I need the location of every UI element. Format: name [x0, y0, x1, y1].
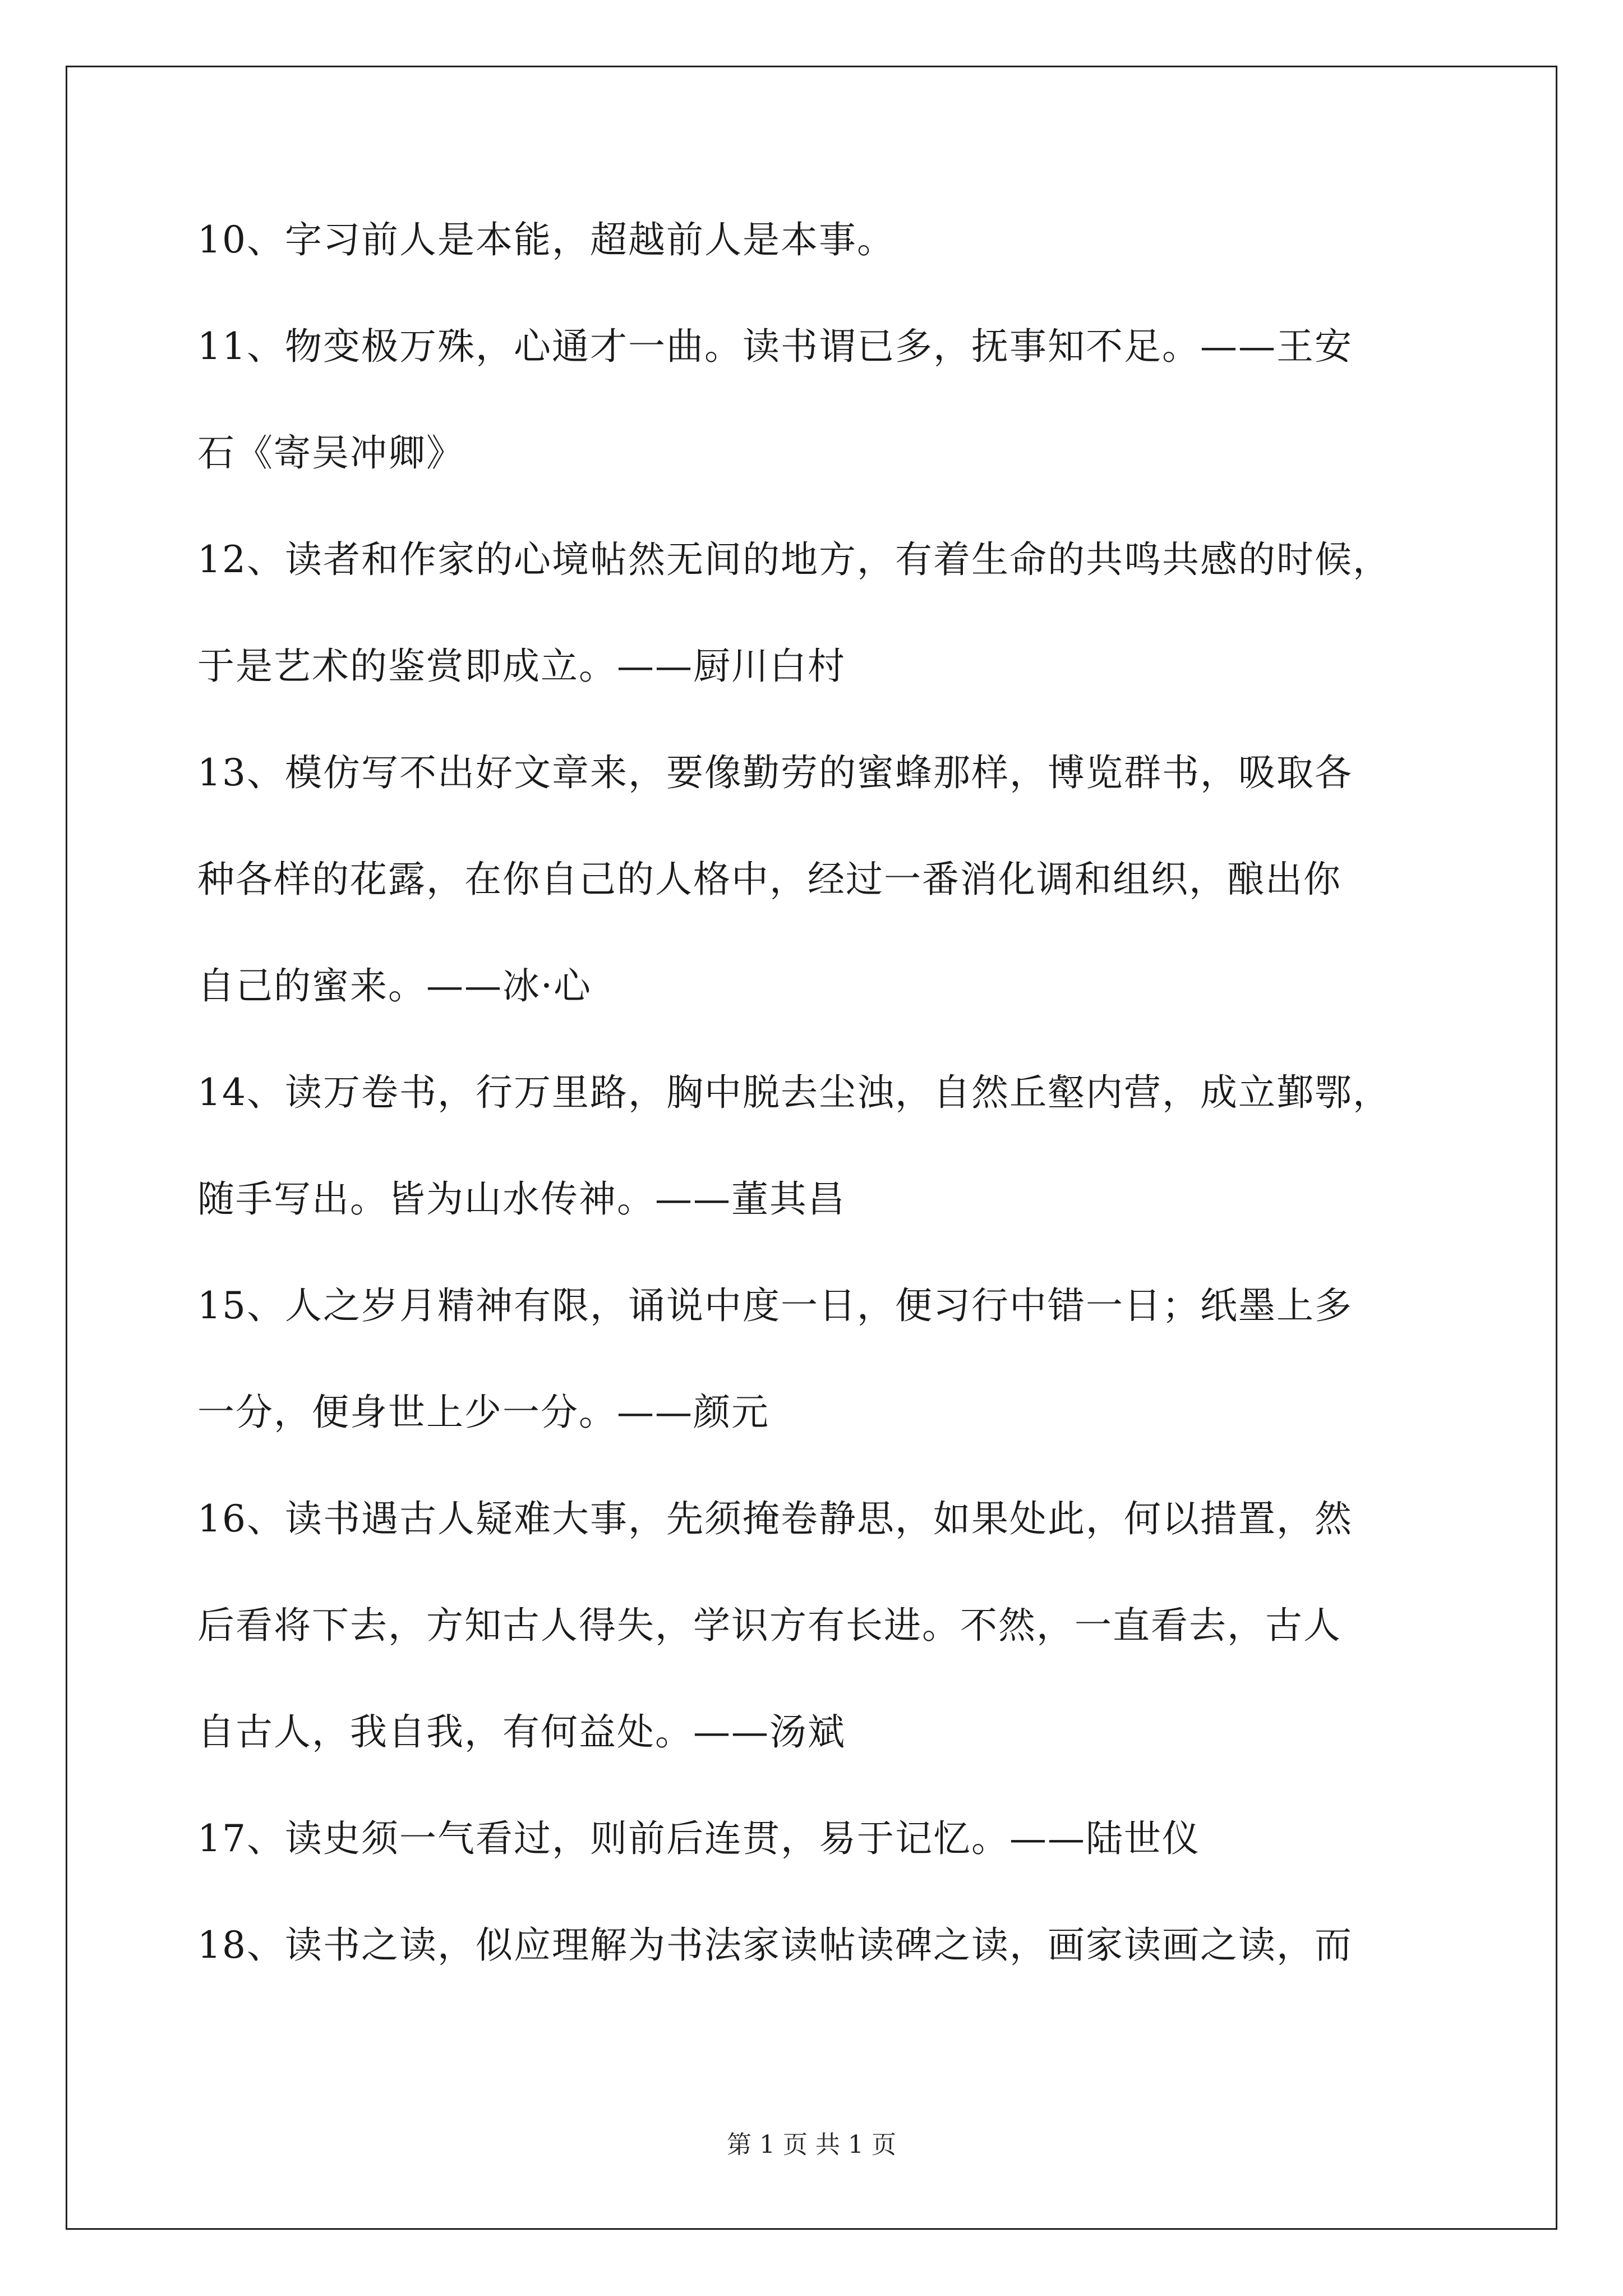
text-line: 种各样的花露，在你自己的人格中，经过一番消化调和组织，酿出你: [197, 858, 1341, 901]
text-line: 于是艺术的鉴赏即成立。——厨川白村: [197, 645, 846, 688]
text-line: 15、人之岁月精神有限，诵说中度一日，便习行中错一日；纸墨上多: [197, 1284, 1353, 1327]
text-line: 后看将下去，方知古人得失，学识方有长进。不然，一直看去，古人: [197, 1604, 1341, 1647]
text-line: 18、读书之读，似应理解为书法家读帖读碑之读，画家读画之读，而: [197, 1924, 1353, 1967]
text-line: 自己的蜜来。——冰·心: [197, 964, 592, 1007]
text-line: 14、读万卷书，行万里路，胸中脱去尘浊，自然丘壑内营，成立鄞鄂，: [197, 1071, 1391, 1114]
text-line: 石《寄吴冲卿》: [197, 431, 464, 475]
page-number-footer: 第 1 页 共 1 页: [727, 2131, 896, 2159]
text-line: 10、字习前人是本能，超越前人是本事。: [197, 218, 895, 261]
text-line: 自古人，我自我，有何益处。——汤斌: [197, 1710, 846, 1754]
text-line: 一分，便身世上少一分。——颜元: [197, 1391, 769, 1434]
text-line: 11、物变极万殊，心通才一曲。读书谓已多，抚事知不足。——王安: [197, 325, 1353, 368]
text-line: 16、读书遇古人疑难大事，先须掩卷静思，如果处此，何以措置，然: [197, 1497, 1353, 1540]
text-line: 随手写出。皆为山水传神。——董其昌: [197, 1177, 846, 1221]
document-body: [197, 218, 1442, 2033]
text-line: 17、读史须一气看过，则前后连贯，易于记忆。——陆世仪: [197, 1817, 1200, 1860]
text-line: 13、模仿写不出好文章来，要像勤劳的蜜蜂那样，博览群书，吸取各: [197, 751, 1353, 794]
text-line: 12、读者和作家的心境帖然无间的地方，有着生命的共鸣共感的时候，: [197, 538, 1391, 581]
